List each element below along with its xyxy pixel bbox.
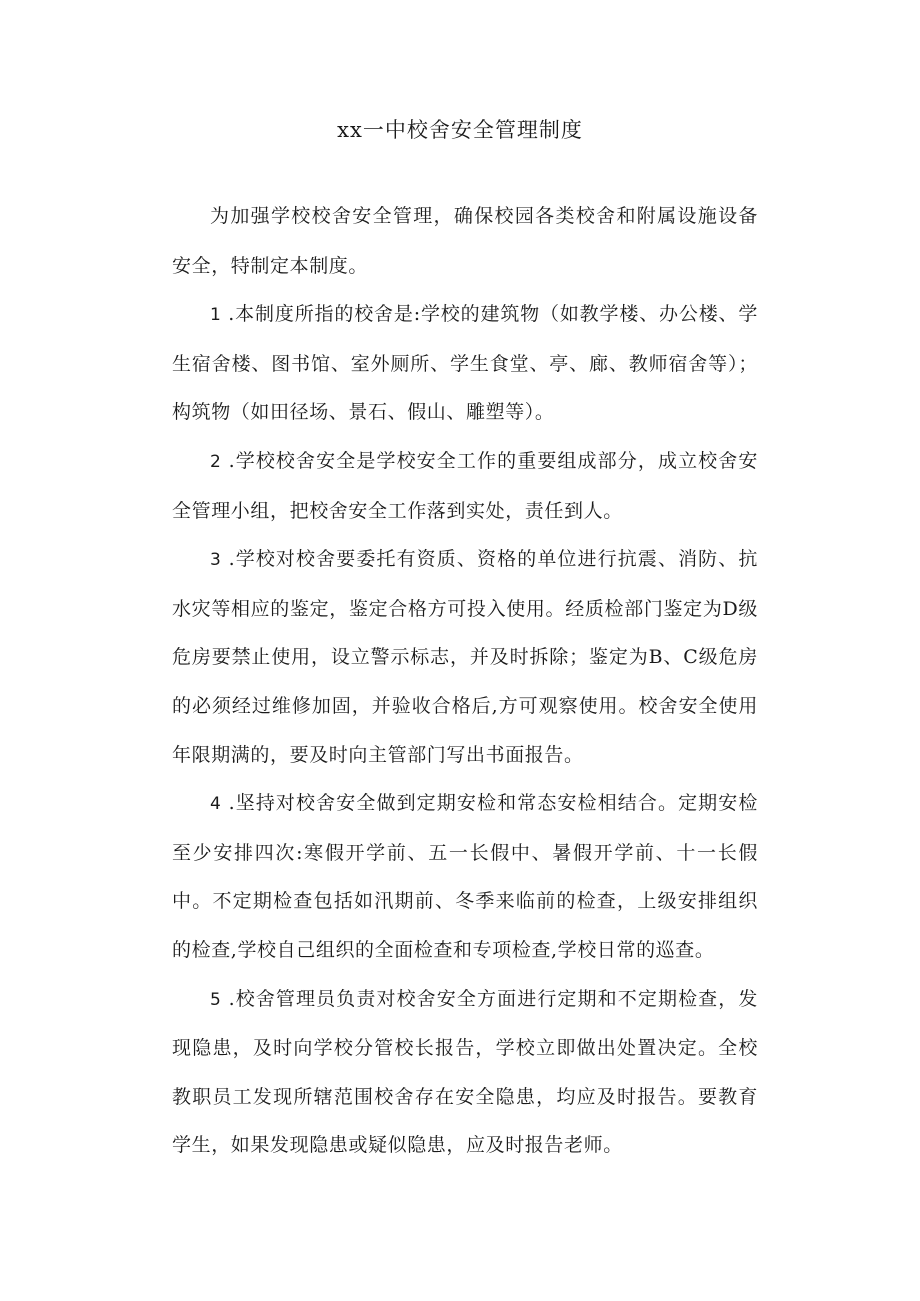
document-body bbox=[172, 192, 758, 1170]
paragraph-2 bbox=[172, 437, 758, 535]
paragraph-1 bbox=[172, 290, 758, 437]
paragraph-number: 3 bbox=[210, 550, 222, 571]
paragraph-5 bbox=[172, 975, 758, 1170]
document-title: xx一中校舍安全管理制度 bbox=[337, 118, 583, 142]
paragraph-number: 4 bbox=[210, 794, 222, 815]
paragraph-text: .校舍管理员负责对校舍安全方面进行定期和不定期检查，发现隐患，及时向学校分管校长报告，学校立即做出处置决定。全校教职员工发现所辖范围校舍存在安全隐患，均应及时报告。要教育学生，如果发现隐患或疑似隐患，应及时报告老师。 bbox=[172, 987, 758, 1157]
paragraph-text: .本制度所指的校舍是:学校的建筑物（如教学楼、办公楼、学生宿舍楼、图书馆、室外厕所、学生食堂、亭、廊、教师宿舍等）；构筑物（如田径场、景石、假山、雕塑等）。 bbox=[172, 303, 758, 424]
paragraph-text: .坚持对校舍安全做到定期安检和常态安检相结合。定期安检至少安排四次:寒假开学前、五一长假中、暑假开学前、十一长假中。不定期检查包括如汛期前、冬季来临前的检查，上级安排组织的检查,学校自己组织的全面检查和专项检查,学校日常的巡查。 bbox=[172, 792, 758, 961]
paragraph-text: 为加强学校校舍安全管理，确保校园各类校舍和附属设施设备安全，特制定本制度。 bbox=[172, 205, 758, 277]
paragraph-intro bbox=[172, 192, 758, 290]
paragraph-text: .学校对校舍要委托有资质、资格的单位进行抗震、消防、抗水灾等相应的鉴定，鉴定合格方可投入使用。经质检部门鉴定为D级危房要禁止使用，设立警示标志，并及时拆除；鉴定为B、C级危房的必须经过维修加固，并验收合格后,方可观察使用。校舍安全使用年限期满的，要及时向主管部门写出书面报告。 bbox=[172, 548, 758, 766]
paragraph-number: 2 bbox=[210, 451, 222, 472]
paragraph-3 bbox=[172, 535, 758, 779]
paragraph-4 bbox=[172, 779, 758, 974]
paragraph-number: 1 bbox=[210, 305, 222, 326]
paragraph-text: .学校校舍安全是学校安全工作的重要组成部分，成立校舍安全管理小组，把校舍安全工作落到实处，责任到人。 bbox=[172, 449, 758, 522]
paragraph-number: 5 bbox=[210, 989, 222, 1010]
